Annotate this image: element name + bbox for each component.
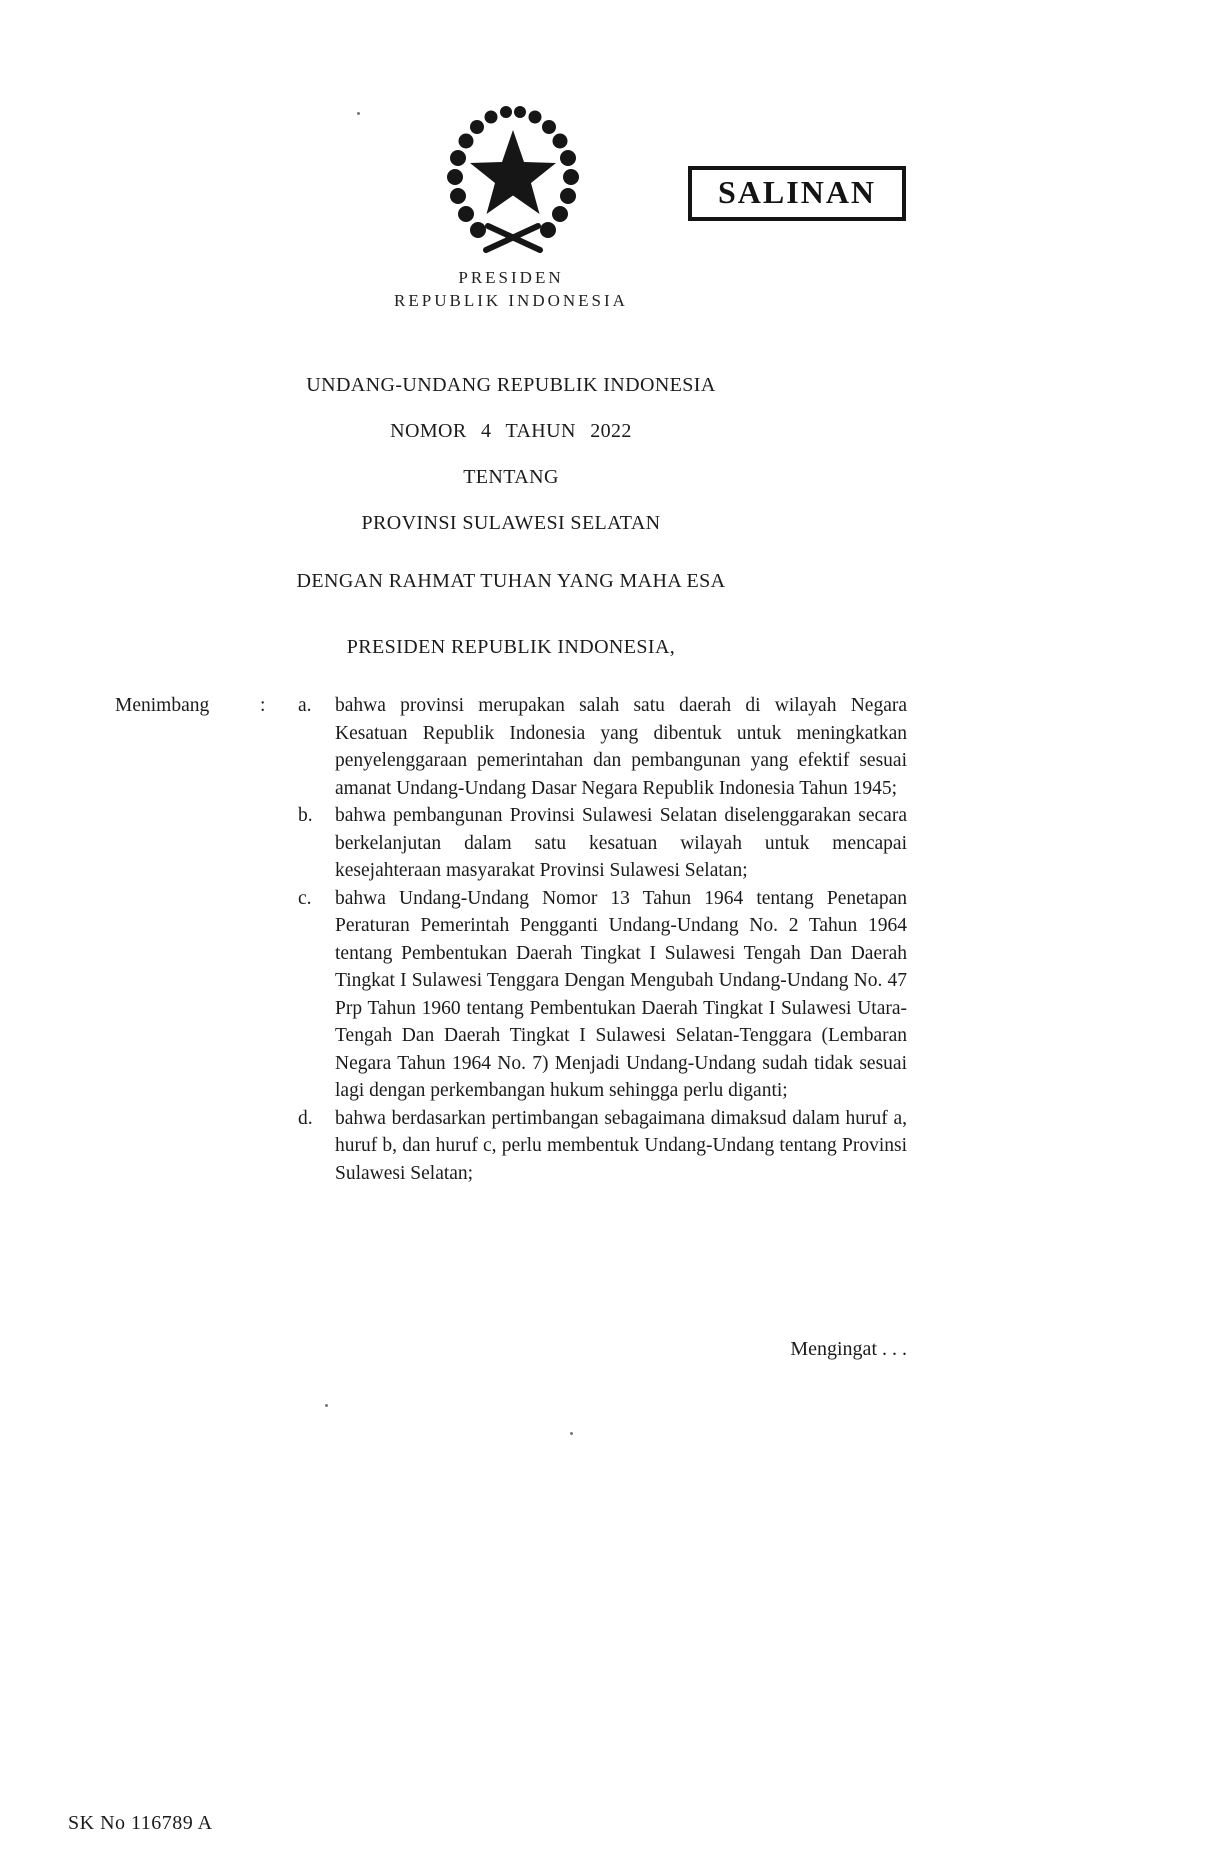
considering-items <box>298 692 907 1187</box>
star-wreath-presidential-emblem-icon <box>438 100 588 260</box>
scan-speck <box>325 1404 328 1407</box>
letterhead-line-presiden: PRESIDEN <box>458 268 564 287</box>
doc-title-line-tentang: TENTANG <box>463 466 559 488</box>
doc-title-line-number: NOMOR 4 TAHUN 2022 <box>390 420 632 442</box>
consideration-item-b <box>298 802 907 885</box>
consideration-item-letter: d. <box>298 1107 313 1129</box>
sk-document-code: SK No 116789 A <box>68 1812 213 1834</box>
consideration-item-letter: b. <box>298 805 313 826</box>
salinan-stamp-label: SALINAN <box>718 174 877 210</box>
scan-speck <box>570 1432 573 1435</box>
consideration-item-text: bahwa berdasarkan pertimbangan sebagaimana dimaksud dalam huruf a, huruf b, dan huruf c, perlu membentuk Undang-Undang tentang Provinsi Sulawesi Selatan; <box>335 1107 907 1184</box>
doc-title-line-1: UNDANG-UNDANG REPUBLIK INDONESIA <box>306 374 716 396</box>
title-block <box>115 362 907 670</box>
consideration-item-text: bahwa Undang-Undang Nomor 13 Tahun 1964 tentang Penetapan Peraturan Pemerintah Pengganti Undang-Undang No. 2 Tahun 1964 tentang Pembentukan Daerah Tingkat I Sulawesi Tengah Dan Daerah Tingkat I Sulawesi Tenggara Dengan Mengubah Undang-Undang No. 47 Prp Tahun 1960 tentang Pembentukan Daerah Tingkat I Sulawesi Utara-Tengah Dan Daerah Tingkat I Sulawesi Selatan-Tenggara (Lembaran Negara Tahun 1964 No. 7) Menjadi Undang-Undang sudah tidak sesuai lagi dengan perkembangan hukum sehingga perlu diganti; <box>335 887 907 1101</box>
consideration-item-text: bahwa pembangunan Provinsi Sulawesi Selatan diselenggarakan secara berkelanjutan dalam satu kesatuan wilayah untuk mencapai kesejahteraan masyarakat Provinsi Sulawesi Selatan; <box>335 805 907 881</box>
salinan-stamp <box>688 166 906 221</box>
letterhead-line-republik-indonesia: REPUBLIK INDONESIA <box>394 291 628 310</box>
scan-speck <box>357 112 360 115</box>
considering-section <box>115 692 907 1187</box>
consideration-item-d <box>298 1105 907 1188</box>
considering-colon: : <box>260 695 266 716</box>
consideration-item-letter: a. <box>298 695 312 716</box>
consideration-item-text: bahwa provinsi merupakan salah satu daerah di wilayah Negara Kesatuan Republik Indonesia yang dibentuk untuk meningkatkan penyelenggaraan pemerintahan dan pembangunan yang efektif sesuai amanat Undang-Undang Dasar Negara Republik Indonesia Tahun 1945; <box>335 695 907 799</box>
doc-invocation: DENGAN RAHMAT TUHAN YANG MAHA ESA <box>296 570 726 592</box>
page-continuation-marker: Mengingat . . . <box>790 1338 907 1360</box>
consideration-item-letter: c. <box>298 887 312 909</box>
consideration-item-c <box>298 885 907 1105</box>
letterhead <box>115 266 907 312</box>
consideration-item-a <box>298 692 907 802</box>
doc-title-line-subject: PROVINSI SULAWESI SELATAN <box>361 512 661 534</box>
considering-label: Menimbang <box>115 695 210 716</box>
doc-authority: PRESIDEN REPUBLIK INDONESIA, <box>346 636 676 658</box>
